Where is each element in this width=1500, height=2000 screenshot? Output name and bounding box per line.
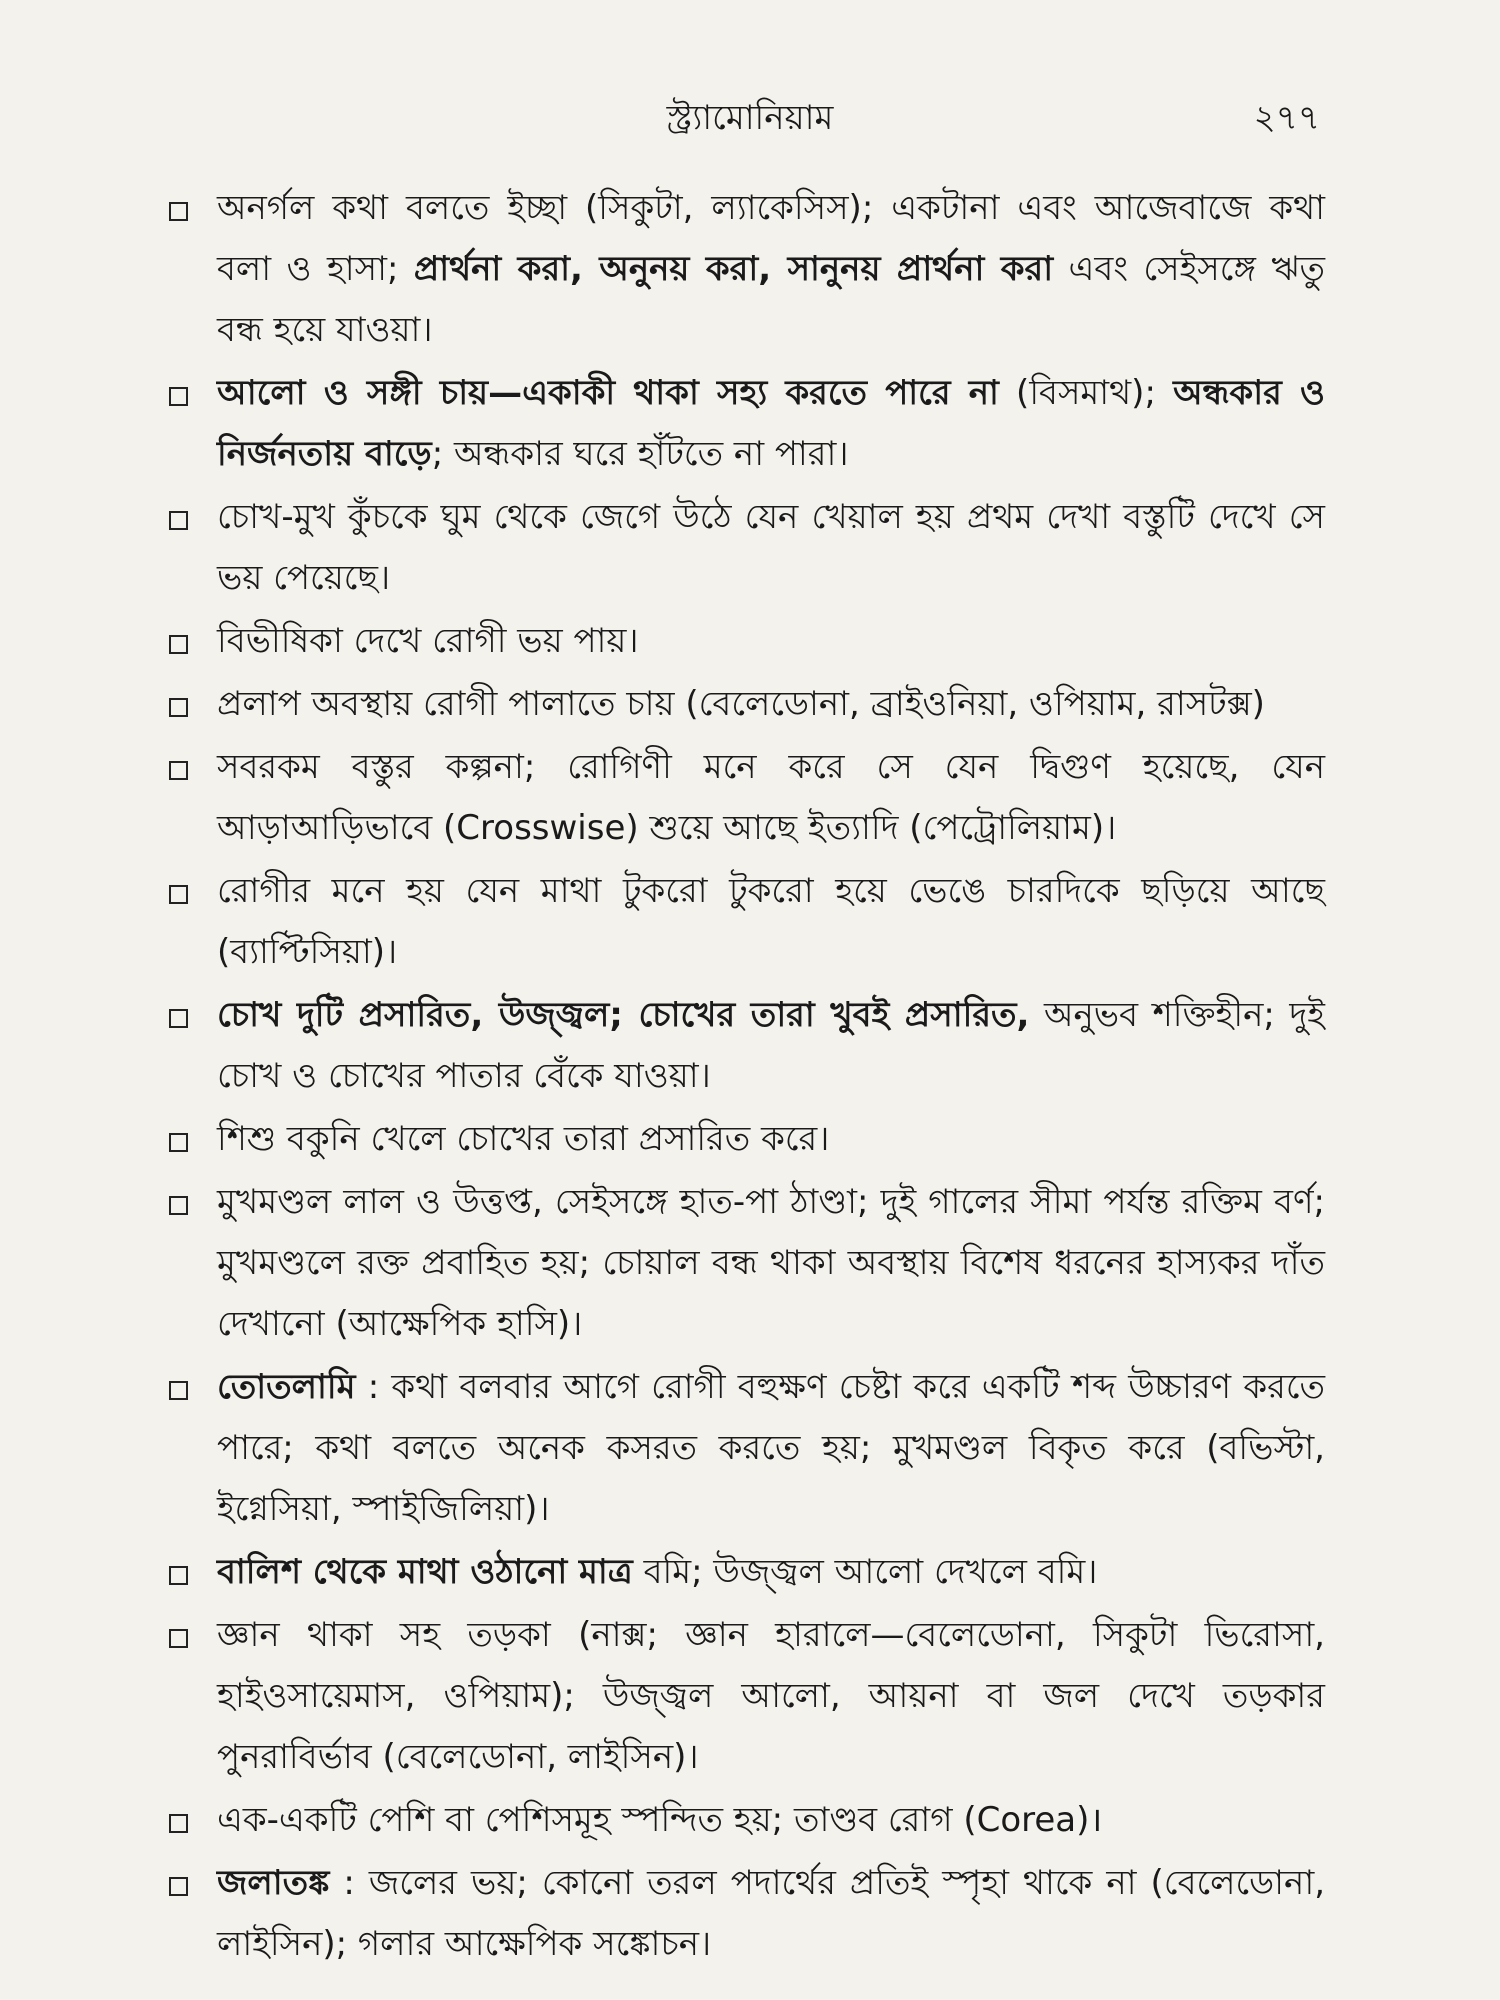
- list-item: [165, 178, 1325, 361]
- list-item: [165, 611, 1325, 672]
- list-item: [165, 487, 1325, 609]
- text: বমি; উজ্জ্বল আলো দেখলে বমি।: [632, 1552, 1098, 1592]
- checkbox-bullet-icon: [169, 202, 188, 221]
- list-item: [165, 1172, 1325, 1355]
- text: মুখমণ্ডল লাল ও উত্তপ্ত, সেইসঙ্গে হাত-পা ঠাণ্ডা; দুই গালের সীমা পর্যন্ত রক্তিম বর্ণ; মুখমণ্ডলে রক্ত প্রবাহিত হয়; চোয়াল বন্ধ থাকা অবস্থায় বিশেষ ধরনের হাস্যকর দাঁত দেখানো (আক্ষেপিক হাসি)।: [217, 1182, 1325, 1344]
- checkbox-bullet-icon: [169, 1877, 188, 1896]
- list-item: [165, 1853, 1325, 1975]
- checkbox-bullet-icon: [169, 698, 188, 717]
- running-header: [0, 92, 1500, 142]
- text: জ্ঞান থাকা সহ তড়কা (নাক্স; জ্ঞান হারালে—বেলেডোনা, সিকুটা ভিরোসা, হাইওসায়েমাস, ওপিয়াম); উজ্জ্বল আলো, আয়না বা জল দেখে তড়কার পুনরাবির্ভাব (বেলেডোনা, লাইসিন)।: [217, 1615, 1325, 1777]
- bold-text: চোখ দুটি প্রসারিত, উজ্জ্বল; চোখের তারা খুবই প্রসারিত,: [217, 995, 1030, 1035]
- list-item: [165, 1542, 1325, 1603]
- checkbox-bullet-icon: [169, 1196, 188, 1215]
- checkbox-bullet-icon: [169, 1814, 188, 1833]
- checkbox-bullet-icon: [169, 387, 188, 406]
- symptom-list: [165, 178, 1325, 1977]
- bold-text: প্রার্থনা করা, অনুনয় করা, সানুনয় প্রার্থনা করা: [413, 249, 1054, 289]
- text: রোগীর মনে হয় যেন মাথা টুকরো টুকরো হয়ে ভেঙে চারদিকে ছড়িয়ে আছে (ব্যাপ্টিসিয়া)।: [217, 871, 1325, 972]
- page-number: ২৭৭: [1253, 98, 1320, 138]
- list-item: [165, 363, 1325, 485]
- checkbox-bullet-icon: [169, 511, 188, 530]
- checkbox-bullet-icon: [169, 1009, 188, 1028]
- text: ; অন্ধকার ঘরে হাঁটতে না পারা।: [431, 434, 849, 474]
- bold-text: আলো ও সঙ্গী চায়—একাকী থাকা সহ্য করতে পারে না: [217, 373, 999, 413]
- list-item: [165, 985, 1325, 1107]
- checkbox-bullet-icon: [169, 1133, 188, 1152]
- list-item: [165, 674, 1325, 735]
- checkbox-bullet-icon: [169, 1381, 188, 1400]
- checkbox-bullet-icon: [169, 1566, 188, 1585]
- checkbox-bullet-icon: [169, 635, 188, 654]
- text: সবরকম বস্তুর কল্পনা; রোগিণী মনে করে সে যেন দ্বিগুণ হয়েছে, যেন আড়াআড়িভাবে (Crosswise) শুয়ে আছে ইত্যাদি (পেট্রোলিয়াম)।: [217, 747, 1325, 848]
- text: অনর্গল কথা বলতে ইচ্ছা (সিকুটা, ল্যাকেসিস); একটানা এবং আজেবাজে কথা বলা ও হাসা;: [217, 188, 1325, 289]
- text: (বিসমাথ);: [998, 373, 1174, 413]
- text: চোখ-মুখ কুঁচকে ঘুম থেকে জেগে উঠে যেন খেয়াল হয় প্রথম দেখা বস্তুটি দেখে সে ভয় পেয়েছে।: [217, 497, 1325, 598]
- text: বিভীষিকা দেখে রোগী ভয় পায়।: [217, 621, 639, 661]
- text: প্রলাপ অবস্থায় রোগী পালাতে চায় (বেলেডোনা, ব্রাইওনিয়া, ওপিয়াম, রাসটক্স): [217, 684, 1265, 724]
- list-item: [165, 861, 1325, 983]
- list-item: [165, 1790, 1325, 1851]
- text: এবং সেইসঙ্গে ঋতু বন্ধ হয়ে যাওয়া।: [217, 249, 1325, 350]
- bold-text: অন্ধকার ও নির্জনতায় বাড়ে: [217, 373, 1325, 474]
- text: : কথা বলবার আগে রোগী বহুক্ষণ চেষ্টা করে একটি শব্দ উচ্চারণ করতে পারে; কথা বলতে অনেক কসরত করতে হয়; মুখমণ্ডল বিকৃত করে (বভিস্টা, ইগ্নেসিয়া, স্পাইজিলিয়া)।: [217, 1367, 1325, 1529]
- bold-text: তোতলামি: [217, 1367, 356, 1407]
- text: শিশু বকুনি খেলে চোখের তারা প্রসারিত করে।: [217, 1119, 830, 1159]
- checkbox-bullet-icon: [169, 1629, 188, 1648]
- bold-text: জলাতঙ্ক: [217, 1863, 330, 1903]
- list-item: [165, 1357, 1325, 1540]
- text: : জলের ভয়; কোনো তরল পদার্থের প্রতিই স্পৃহা থাকে না (বেলেডোনা, লাইসিন); গলার আক্ষেপিক সঙ্কোচন।: [217, 1863, 1325, 1964]
- page-title: স্ট্র্যামোনিয়াম: [666, 98, 834, 138]
- text: অনুভব শক্তিহীন; দুই চোখ ও চোখের পাতার বেঁকে যাওয়া।: [217, 995, 1325, 1096]
- list-item: [165, 1109, 1325, 1170]
- bold-text: বালিশ থেকে মাথা ওঠানো মাত্র: [217, 1552, 633, 1592]
- checkbox-bullet-icon: [169, 761, 188, 780]
- list-item: [165, 737, 1325, 859]
- checkbox-bullet-icon: [169, 885, 188, 904]
- list-item: [165, 1605, 1325, 1788]
- text: এক-একটি পেশি বা পেশিসমূহ স্পন্দিত হয়; তাণ্ডব রোগ (Corea)।: [217, 1800, 1103, 1840]
